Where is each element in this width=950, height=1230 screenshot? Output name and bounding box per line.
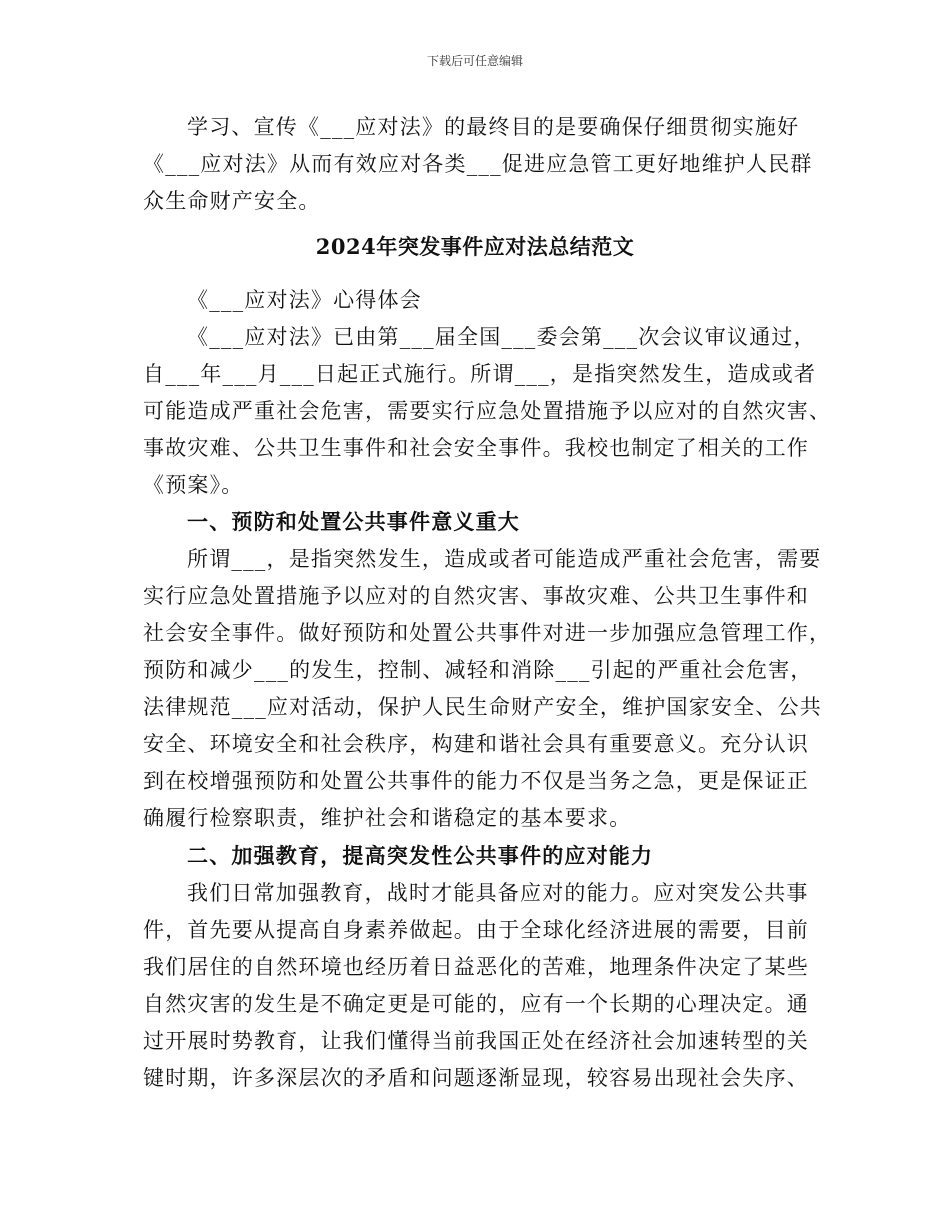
paragraph-line: 键时期，许多深层次的矛盾和问题逐渐显现，较容易出现社会失序、 [143, 1066, 809, 1090]
paragraph-line: 确履行检察职责，维护社会和谐稳定的基本要求。 [143, 806, 632, 830]
intro-line: 学习、宣传《___应对法》的最终目的是要确保仔细贯彻实施好 [187, 115, 800, 139]
paragraph-line: 实行应急处置措施予以应对的自然灾害、事故灾难、公共卫生事件和 [143, 584, 809, 608]
section-heading: 一、预防和处置公共事件意义重大 [187, 509, 520, 534]
paragraph-line: 预防和减少___的发生，控制、减轻和消除___引起的严重社会危害， [143, 658, 813, 682]
paragraph-line: 到在校增强预防和处置公共事件的能力不仅是当务之急，更是保证正 [143, 769, 809, 793]
paragraph-line: 所谓___，是指突然发生，造成或者可能造成严重社会危害，需要 [187, 547, 822, 571]
paragraph-line: 事故灾难、公共卫生事件和社会安全事件。我校也制定了相关的工作 [143, 436, 809, 460]
intro-line: 《___应对法》从而有效应对各类___促进应急管工更好地维护人民群 [143, 152, 813, 176]
paragraph-line: 我们日常加强教育，战时才能具备应对的能力。应对突发公共事 [187, 881, 809, 905]
paragraph-line: 安全、环境安全和社会秩序，构建和谐社会具有重要意义。充分认识 [143, 732, 809, 756]
page-header: 下载后可任意编辑 [426, 54, 523, 68]
paragraph-line: 《预案》。 [143, 473, 244, 497]
section-heading: 二、加强教育，提高突发性公共事件的应对能力 [187, 843, 654, 868]
paragraph-line: 我们居住的自然环境也经历着日益恶化的苦难，地理条件决定了某些 [143, 955, 809, 979]
paragraph-line: 可能造成严重社会危害，需要实行应急处置措施予以应对的自然灾害、 [143, 399, 832, 423]
paragraph-line: 自___年___月___日起正式施行。所谓___，是指突然发生，造成或者 [143, 362, 817, 386]
intro-line: 众生命财产安全。 [143, 189, 321, 213]
paragraph-line: 自然灾害的发生是不确定更是可能的，应有一个长期的心理决定。通 [143, 992, 809, 1016]
paragraph-line: 件，首先要从提高自身素养做起。由于全球化经济进展的需要，目前 [143, 918, 809, 942]
document-title: 2024年突发事件应对法总结范文 [315, 234, 635, 259]
paragraph-line: 《___应对法》已由第___届全国___委会第___次会议审议通过， [187, 325, 816, 349]
paragraph-line: 社会安全事件。做好预防和处置公共事件对进一步加强应急管理工作， [143, 621, 832, 645]
paragraph-line: 过开展时势教育，让我们懂得当前我国正处在经济社会加速转型的关 [143, 1029, 809, 1053]
paragraph-line: 法律规范___应对活动，保护人民生命财产安全，维护国家安全、公共 [143, 695, 822, 719]
subtitle: 《___应对法》心得体会 [187, 288, 422, 312]
